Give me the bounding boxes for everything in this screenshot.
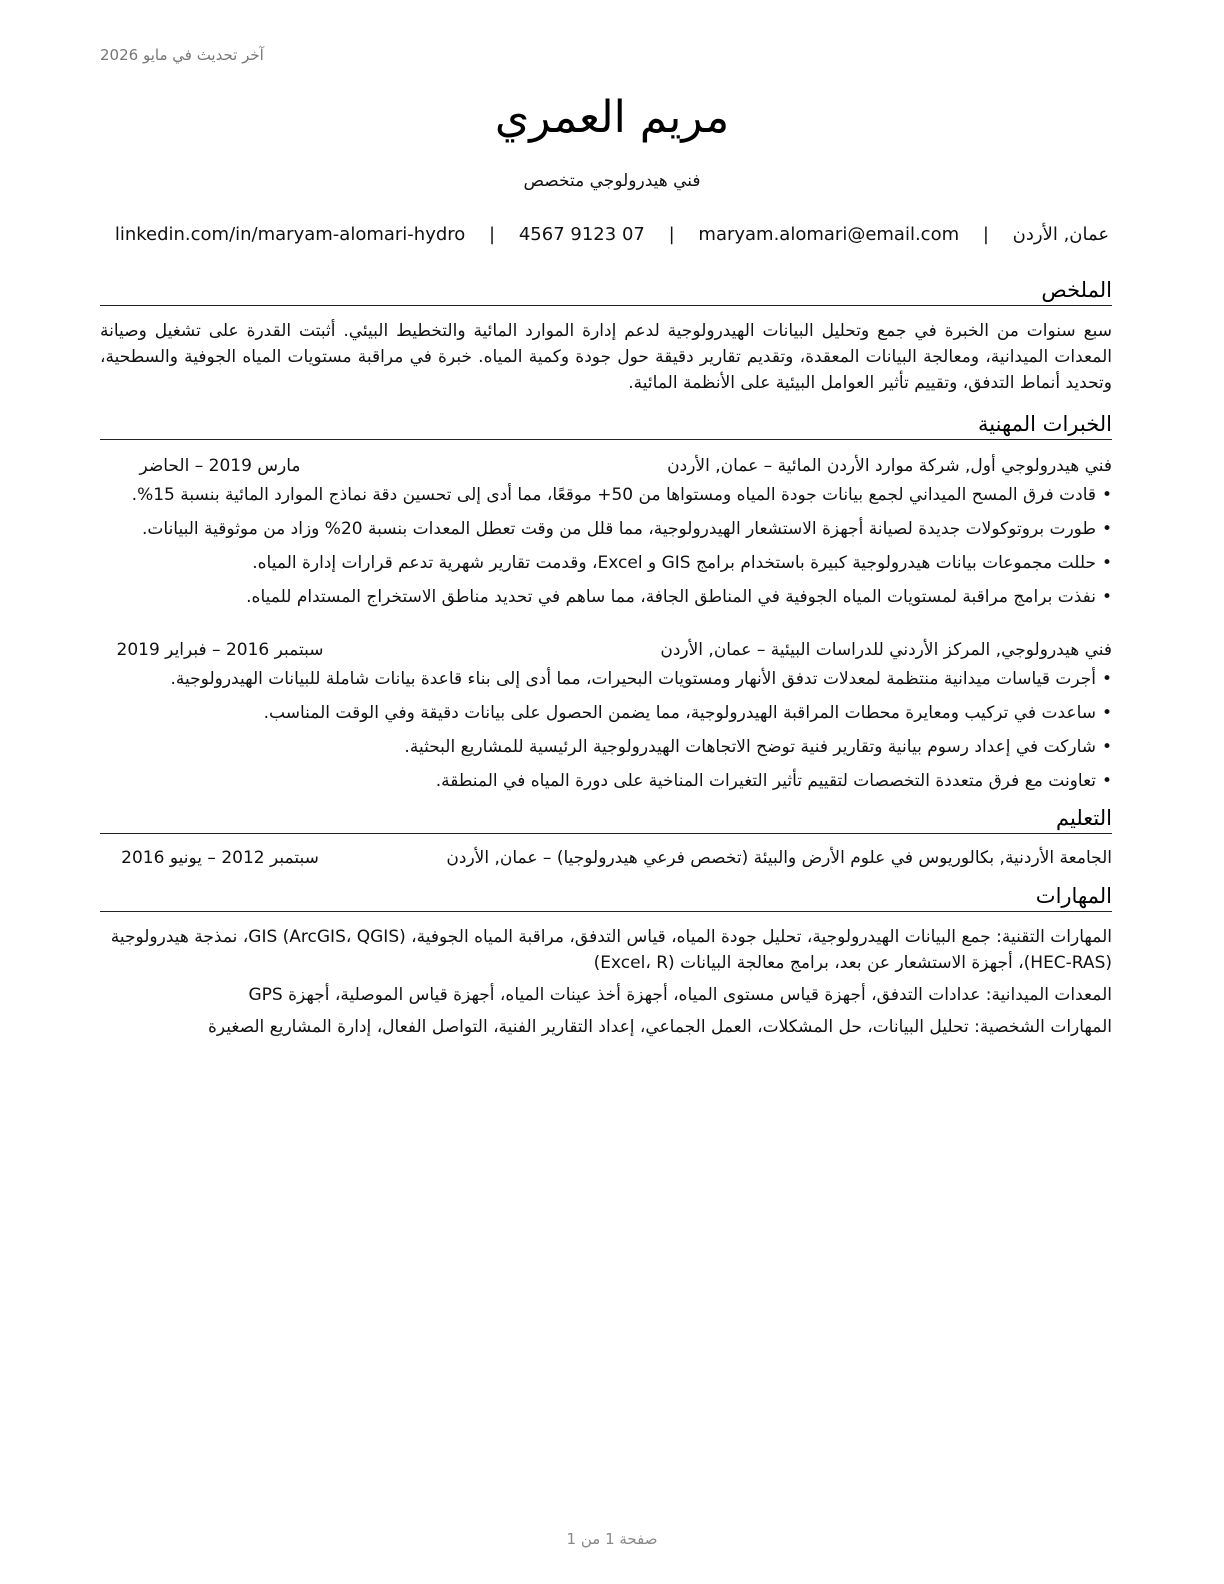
- education-entry: [100, 846, 1112, 870]
- skills-soft: المهارات الشخصية: تحليل البيانات، حل المشكلات، العمل الجماعي، إعداد التقارير الفنية، التواصل الفعال، إدارة المشاريع الصغيرة: [208, 1017, 1112, 1037]
- job-bullets: [100, 482, 1112, 610]
- job-bullet: • حللت مجموعات بيانات هيدرولوجية كبيرة باستخدام برامج GIS و Excel، وقدمت تقارير شهرية تدعم قرارات إدارة المياه.: [100, 550, 1112, 576]
- skills-heading: المهارات: [100, 882, 1112, 912]
- skills-technical: المهارات التقنية: جمع البيانات الهيدرولوجية، تحليل جودة المياه، قياس التدفق، مراقبة المياه الجوفية، GIS (ArcGIS، QGIS)، نمذجة هيدرولوجية (HEC-RAS)، أجهزة الاستشعار عن بعد، برامج معالجة البيانات (Excel، R): [110, 927, 1112, 973]
- contact-location: عمان, الأردن: [1012, 224, 1110, 245]
- contact-email[interactable]: maryam.alomari@email.com: [698, 224, 960, 245]
- experience-heading: الخبرات المهنية: [100, 410, 1112, 440]
- contact-phone: 07 9123 4567: [518, 224, 645, 245]
- job-dates: سبتمبر 2016 – فبراير 2019: [116, 640, 324, 660]
- education-degree: الجامعة الأردنية, بكالوريوس في علوم الأرض والبيئة (تخصص فرعي هيدرولوجيا) – عمان, الأردن: [446, 848, 1112, 868]
- contact-separator: |: [668, 224, 675, 245]
- summary-text: سبع سنوات من الخبرة في جمع وتحليل البيانات الهيدرولوجية لدعم إدارة الموارد المائية والتخطيط البيئي. أثبتت القدرة على تشغيل وصيانة المعدات الميدانية، ومعالجة البيانات المعقدة، وتقديم تقارير دقيقة حول جودة وكمية المياه. خبرة في مراقبة مستويات المياه الجوفية والسطحية، وتحديد أنماط التدفق، وتقييم تأثير العوامل البيئية على الأنظمة المائية.: [100, 321, 1112, 393]
- contact-separator: |: [982, 224, 989, 245]
- job-bullet: • شاركت في إعداد رسوم بيانية وتقارير فنية توضح الاتجاهات الهيدرولوجية الرئيسية للمشاريع البحثية.: [100, 734, 1112, 760]
- contact-line: [100, 224, 1124, 245]
- page-number: صفحة 1 من 1: [566, 1530, 658, 1548]
- contact-linkedin[interactable]: linkedin.com/in/maryam-alomari-hydro: [114, 224, 466, 245]
- skills-section: [100, 882, 1112, 1040]
- job-bullet: • تعاونت مع فرق متعددة التخصصات لتقييم تأثير التغيرات المناخية على دورة المياه في المنطقة.: [100, 768, 1112, 794]
- summary-heading: الملخص: [100, 276, 1112, 306]
- job-position: فني هيدرولوجي, المركز الأردني للدراسات البيئية – عمان, الأردن: [660, 640, 1112, 660]
- job-entry: [100, 638, 1112, 794]
- job-bullet: • قادت فرق المسح الميداني لجمع بيانات جودة المياه ومستواها من 50+ موقعًا، مما أدى إلى تحسين دقة نماذج الموارد المائية بنسبة 15%.: [100, 482, 1112, 508]
- job-bullet: • أجرت قياسات ميدانية منتظمة لمعدلات تدفق الأنهار ومستويات البحيرات، مما أدى إلى بناء قاعدة بيانات شاملة للبيانات الهيدرولوجية.: [100, 666, 1112, 692]
- skills-field-equipment: المعدات الميدانية: عدادات التدفق، أجهزة قياس مستوى المياه، أجهزة أخذ عينات المياه، أجهزة قياس الموصلية، أجهزة GPS: [248, 985, 1112, 1005]
- job-dates: مارس 2019 – الحاضر: [139, 456, 301, 476]
- job-bullet: • طورت بروتوكولات جديدة لصيانة أجهزة الاستشعار الهيدرولوجية، مما قلل من وقت تعطل المعدات بنسبة 20% وزاد من موثوقية البيانات.: [100, 516, 1112, 542]
- job-header: [100, 454, 1112, 478]
- job-entry: [100, 454, 1112, 610]
- job-bullets: [100, 666, 1112, 794]
- job-position: فني هيدرولوجي أول, شركة موارد الأردن المائية – عمان, الأردن: [667, 456, 1112, 476]
- job-bullet: • ساعدت في تركيب ومعايرة محطات المراقبة الهيدرولوجية، مما يضمن الحصول على بيانات دقيقة وفي الوقت المناسب.: [100, 700, 1112, 726]
- last-updated-note: آخر تحديث في مايو 2026: [100, 46, 264, 64]
- job-header: [100, 638, 1112, 662]
- contact-separator: |: [489, 224, 496, 245]
- education-section: [100, 804, 1112, 870]
- experience-section: [100, 410, 1112, 794]
- summary-section: [100, 276, 1112, 396]
- candidate-title: فني هيدرولوجي متخصص: [523, 171, 701, 191]
- education-dates: سبتمبر 2012 – يونيو 2016: [121, 848, 319, 868]
- job-bullet: • نفذت برامج مراقبة لمستويات المياه الجوفية في المناطق الجافة، مما ساهم في تحديد مناطق الاستخراج المستدام للمياه.: [100, 584, 1112, 610]
- candidate-name: مريم العمري: [494, 92, 730, 143]
- education-heading: التعليم: [100, 804, 1112, 834]
- resume-content: [100, 276, 1112, 1046]
